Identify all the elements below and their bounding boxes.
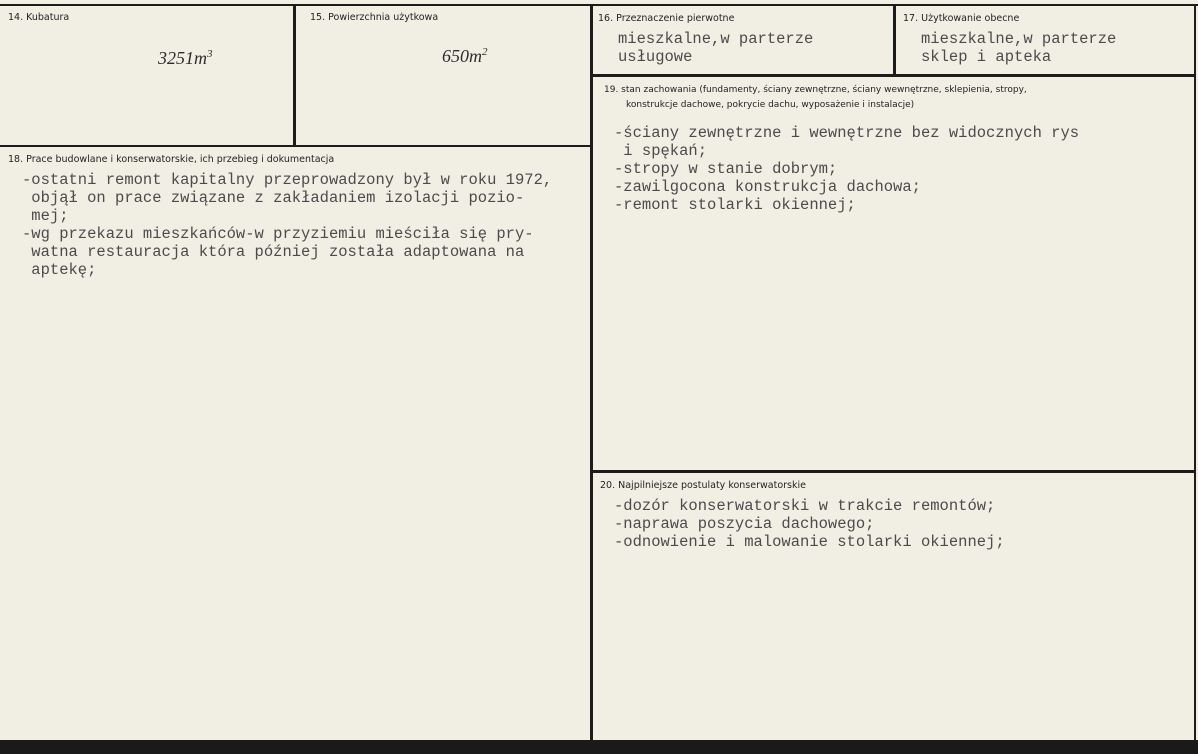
field-20-line-2: -naprawa poszycia dachowego; [614, 515, 875, 533]
field-15-value [442, 46, 488, 67]
divider-16-17 [893, 4, 896, 75]
field-19-line-5: -remont stolarki okiennej; [614, 196, 856, 214]
field-19-line-2: i spękań; [614, 142, 708, 160]
field-16-line-1: mieszkalne,w parterze [618, 30, 814, 48]
field-17-line-2: sklep i apteka [921, 48, 1052, 66]
field-20-label: 20. Najpilniejsze postulaty konserwatorskie [600, 480, 806, 491]
right-border [1194, 4, 1196, 740]
field-20-line-3: -odnowienie i malowanie stolarki okiennej; [614, 533, 1005, 551]
rule-below-19 [593, 470, 1196, 473]
rule-below-16-17 [593, 74, 1196, 77]
field-19-line-1: -ściany zewnętrzne i wewnętrzne bez widocznych rys [614, 124, 1080, 142]
field-14-exponent: 3 [207, 48, 213, 60]
field-18-line-6: aptekę; [22, 261, 97, 279]
field-19-line-3: -stropy w stanie dobrym; [614, 160, 838, 178]
field-14-label: 14. Kubatura [8, 12, 70, 23]
field-16-line-2: usługowe [618, 48, 693, 66]
field-19-line-4: -zawilgocona konstrukcja dachowa; [614, 178, 921, 196]
field-18-label: 18. Prace budowlane i konserwatorskie, ich przebieg i dokumentacja [8, 154, 335, 165]
field-19-label-line-2: konstrukcje dachowe, pokrycie dachu, wyposażenie i instalacje) [626, 100, 915, 110]
field-17-line-1: mieszkalne,w parterze [921, 30, 1117, 48]
card-bottom-edge [0, 740, 1198, 754]
field-14-number: 3251 [158, 48, 194, 68]
divider-main [590, 4, 593, 740]
field-20-line-1: -dozór konserwatorski w trakcie remontów; [614, 497, 996, 515]
rule-below-14-15 [0, 145, 592, 147]
field-17-label: 17. Użytkowanie obecne [903, 13, 1020, 24]
field-19-label-line-1: 19. stan zachowania (fundamenty, ściany zewnętrzne, ściany wewnętrzne, sklepienia, stropy, [604, 85, 1027, 95]
field-15-exponent: 2 [482, 46, 488, 58]
field-16-label: 16. Przeznaczenie pierwotne [598, 13, 735, 24]
field-18-line-5: watna restauracja która później została adaptowana na [22, 243, 525, 261]
field-15-unit: m [469, 46, 482, 66]
field-15-label: 15. Powierzchnia użytkowa [310, 12, 439, 23]
field-18-line-3: mej; [22, 207, 69, 225]
field-14-unit: m [194, 48, 207, 68]
field-18-line-4: -wg przekazu mieszkańców-w przyziemiu mieściła się pry- [22, 225, 534, 243]
field-18-line-2: objął on prace związane z zakładaniem izolacji pozio- [22, 189, 525, 207]
field-18-line-1: -ostatni remont kapitalny przeprowadzony był w roku 1972, [22, 171, 553, 189]
field-15-number: 650 [442, 46, 469, 66]
field-14-value [158, 48, 213, 69]
top-border [0, 4, 1198, 6]
divider-14-15 [293, 4, 296, 146]
